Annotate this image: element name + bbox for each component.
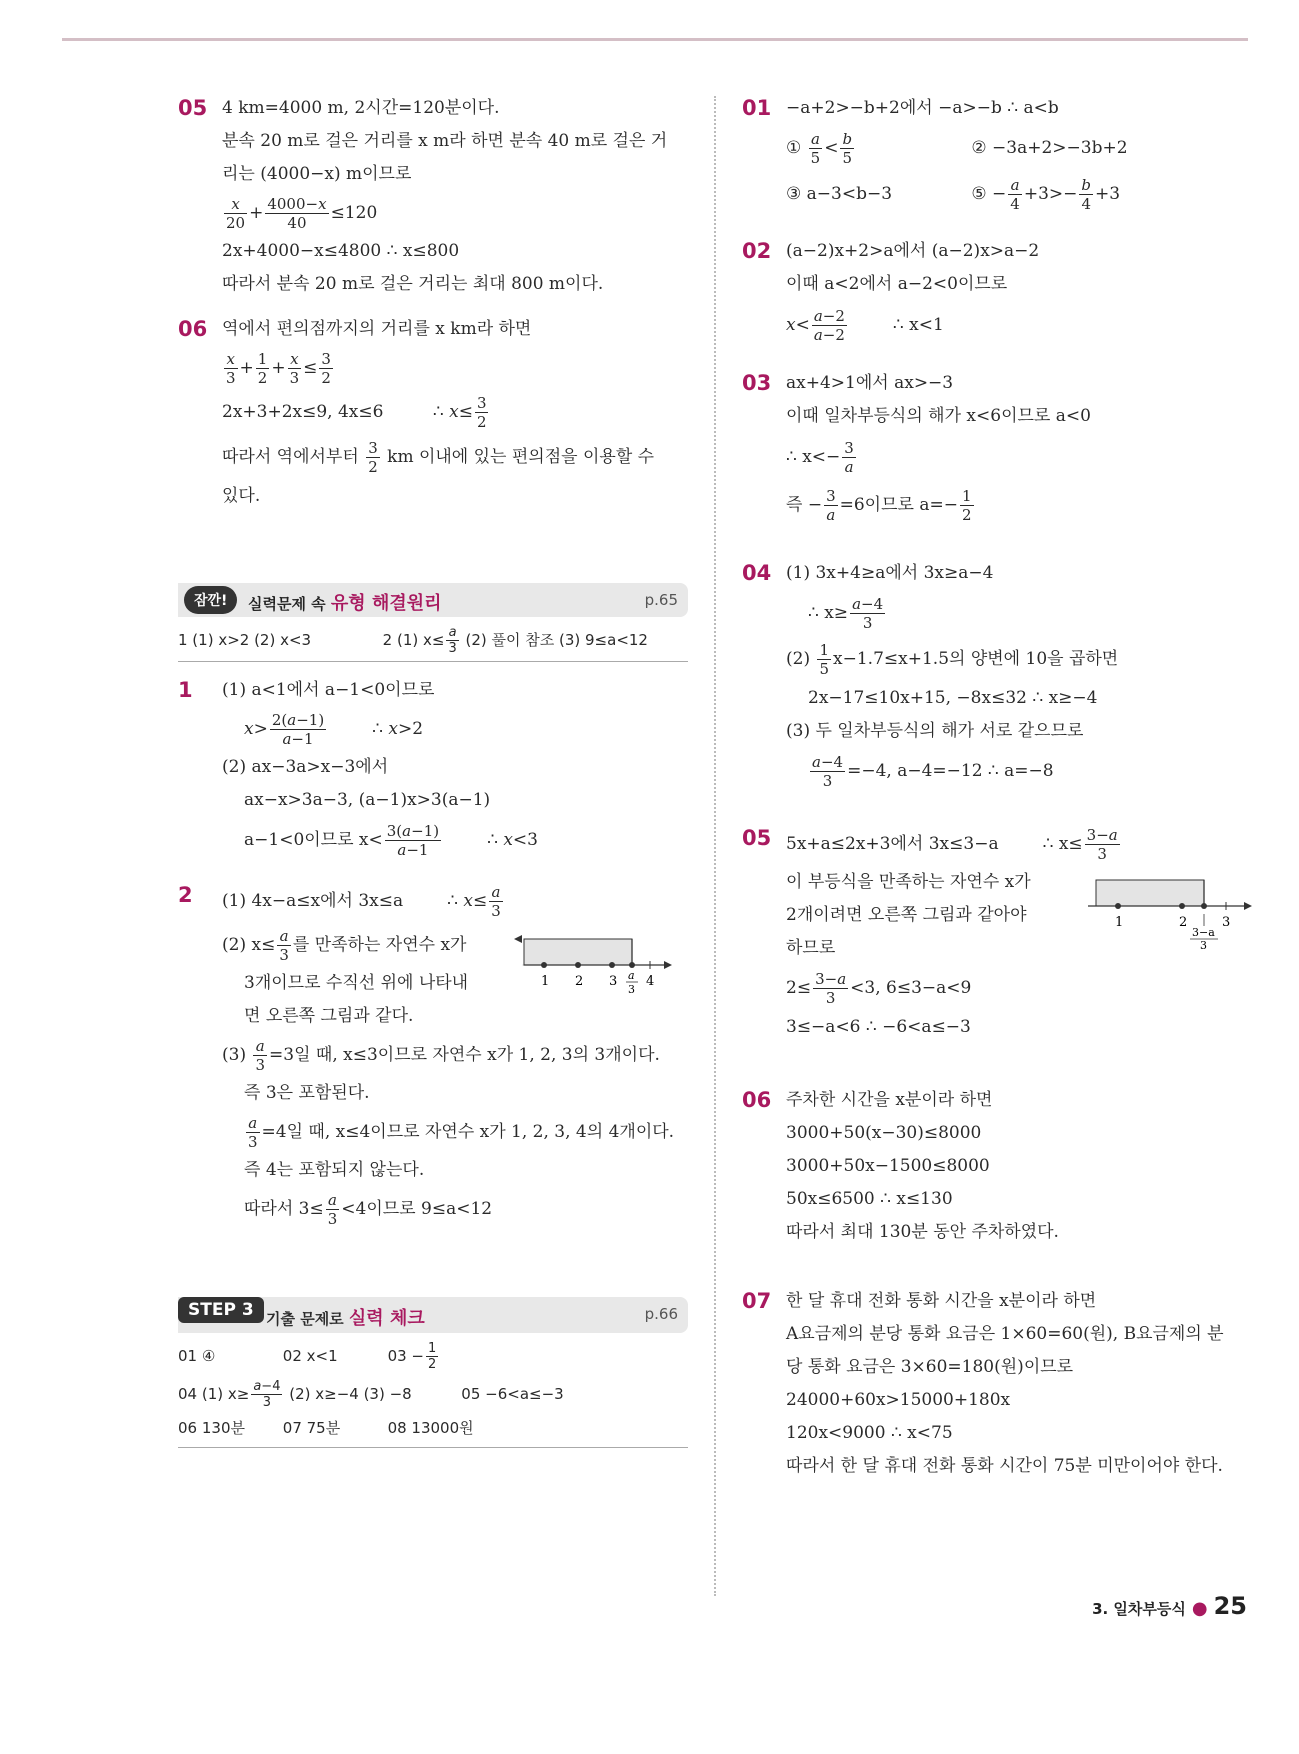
- fraction: $\frac{2(a-1)}{a-1}$: [271, 711, 325, 748]
- problem-06: [742, 1084, 1254, 1249]
- equation: $\frac{a}{3}$ =4일 때, x≤4이므로 자연수 x가 1, 2, 3, 4의 4개이다.: [248, 1114, 675, 1151]
- text-line: 즉 4는 포함되지 않는다.: [244, 1160, 425, 1180]
- bullet-dot: ●: [1191, 1598, 1208, 1619]
- problem-number: 05: [742, 826, 772, 850]
- banner-tag: 잠깐!: [184, 586, 237, 614]
- svg-text:3−a: 3−a: [1192, 926, 1215, 939]
- part-block: [786, 866, 1254, 965]
- text-line: 3000+50(x−30)≤8000: [786, 1123, 982, 1143]
- text: 2x+3+2x≤9, 4x≤6: [222, 402, 384, 422]
- question-1: [178, 674, 688, 863]
- text-line: (3) 두 일차부등식의 해가 서로 같으므로: [786, 721, 1084, 741]
- text-line: 이때 a<2에서 a−2<0이므로: [786, 274, 1008, 294]
- problem-02: [742, 235, 1254, 349]
- divider: [178, 1447, 688, 1448]
- text-line: 역에서 편의점까지의 거리를 x km라 하면: [222, 319, 532, 339]
- equation: (2) $\frac{1}{5}$ x−1.7≤x+1.5의 양변에 10을 곱하면: [786, 641, 1119, 678]
- step3-page: p.66: [644, 1305, 678, 1323]
- number-line-diagram: [514, 933, 674, 1003]
- text-line: (a−2)x+2>a에서 (a−2)x>a−2: [786, 241, 1040, 261]
- answer-row: 01 ④ 02 x<1 03 − $\frac{1}{2}$: [178, 1341, 437, 1372]
- fraction: $\frac{a}{4}$: [1010, 176, 1020, 213]
- text-line: 당 통화 요금은 3×60=180(원)이므로: [786, 1357, 1074, 1377]
- fraction: $\frac{1}{5}$: [819, 641, 830, 678]
- text-line: 리는 (4000−x) m이므로: [222, 164, 412, 184]
- fraction: $\frac{a}{3}$: [279, 927, 289, 964]
- banner-page: p.65: [644, 591, 678, 609]
- problem-number: 1: [178, 678, 193, 702]
- fraction: $\frac{a-2}{a-2}$: [813, 307, 845, 344]
- text-line: 2x+4000−x≤4800 ∴ x≤800: [222, 241, 460, 261]
- fraction: $\frac{b}{4}$: [1081, 176, 1092, 213]
- step3-banner: [178, 1297, 688, 1333]
- text-line: (1) 3x+4≥a에서 3x≥a−4: [786, 563, 994, 583]
- svg-text:2: 2: [1179, 915, 1188, 930]
- fraction: $\frac{a-4}{3}$: [812, 753, 844, 790]
- number-line-diagram: [1086, 870, 1256, 950]
- text-line: A요금제의 분당 통화 요금은 1×60=60(원), B요금제의 분: [786, 1324, 1224, 1344]
- fraction: $\frac{a}{3}$: [248, 1114, 258, 1151]
- equation: 2≤ $\frac{3-a}{3}$ <3, 6≤3−a<9: [786, 970, 972, 1007]
- equation: 즉 − $\frac{3}{a}$ =6이므로 a=− $\frac{1}{2}$: [786, 487, 972, 524]
- svg-text:3: 3: [1200, 939, 1207, 950]
- section-banner: [178, 583, 688, 617]
- text-line: 2개이려면 오른쪽 그림과 같아야: [786, 905, 1027, 925]
- problem-03: [742, 367, 1254, 529]
- divider: [178, 661, 688, 662]
- equation: (3) $\frac{a}{3}$ =3일 때, x≤3이므로 자연수 x가 1, 2, 3의 3개이다.: [222, 1037, 660, 1074]
- fraction: $\frac{a}{3}$: [448, 625, 457, 656]
- problem-number: 03: [742, 371, 772, 395]
- column-divider: [714, 96, 716, 1596]
- svg-text:3: 3: [609, 974, 618, 989]
- banner-title: 실력문제 속 유형 해결원리: [248, 593, 442, 614]
- fraction: $\frac{3}{2}$: [321, 350, 331, 387]
- svg-text:2: 2: [575, 974, 584, 989]
- equation: 따라서 3≤ $\frac{a}{3}$ <4이므로 9≤a<12: [244, 1191, 493, 1228]
- text-line: 따라서 최대 130분 동안 주차하였다.: [786, 1222, 1059, 1242]
- problem-06: [178, 313, 688, 513]
- equation: (1) 4x−a≤x에서 3x≤a ∴ x≤ $\frac{a}{3}$: [222, 883, 501, 920]
- text-line: 120x<9000 ∴ x<75: [786, 1423, 953, 1443]
- answer-row: 04 (1) x≥ $\frac{a-4}{3}$ (2) x≥−4 (3) −8 05 −6<a≤−3: [178, 1379, 564, 1410]
- text-line: ax+4>1에서 ax>−3: [786, 373, 954, 393]
- fraction: $\frac{x}{3}$: [226, 350, 236, 387]
- fraction: $\frac{a}{3}$: [327, 1191, 338, 1228]
- equation: ∴ x<− $\frac{3}{a}$: [786, 439, 854, 476]
- right-column: [742, 92, 1254, 1483]
- fraction: $\frac{1}{2}$: [428, 1341, 437, 1372]
- fraction: $\frac{a}{3}$: [255, 1037, 266, 1074]
- top-rule: [62, 38, 1248, 41]
- fraction: $\frac{x}{20}$: [226, 195, 246, 232]
- svg-text:4: 4: [646, 974, 655, 989]
- problem-number: 02: [742, 239, 772, 263]
- fraction: $\frac{a-4}{3}$: [852, 595, 884, 632]
- text-line: 있다.: [222, 486, 261, 506]
- equation: $\frac{a-4}{3}$ =−4, a−4=−12 ∴ a=−8: [812, 753, 1054, 790]
- text-line: 따라서 분속 20 m로 걸은 거리는 최대 800 m이다.: [222, 274, 604, 294]
- text-line: 주차한 시간을 x분이라 하면: [786, 1090, 993, 1110]
- svg-text:1: 1: [541, 974, 550, 989]
- step3-tag: STEP 3: [178, 1297, 264, 1323]
- text-line: [222, 434, 688, 480]
- problem-number: 07: [742, 1289, 772, 1313]
- problem-05: [178, 92, 688, 301]
- step3-title: 기출 문제로 실력 체크: [266, 1308, 425, 1329]
- options: ① $\frac{a}{5}$ < $\frac{b}{5}$ ② −3a+2>−3b+2: [786, 130, 1128, 167]
- page-number: 25: [1213, 1592, 1247, 1620]
- fraction: $\frac{x}{3}$: [289, 350, 300, 387]
- equation: (2) x≤ $\frac{a}{3}$ 를 만족하는 자연수 x가: [222, 927, 467, 964]
- equation: $\frac{x}{20}$ + $\frac{4000-x}{40}$ ≤120: [226, 195, 378, 232]
- text-line: 분속 20 m로 걸은 거리를 x m라 하면 분속 40 m로 걸은 거: [222, 131, 668, 151]
- text: 따라서 역에서부터: [222, 447, 359, 467]
- fraction: $\frac{b}{5}$: [842, 130, 853, 167]
- problem-number: 06: [742, 1088, 772, 1112]
- text-line: 24000+60x>15000+180x: [786, 1390, 1011, 1410]
- text-line: −a+2>−b+2에서 −a>−b ∴ a<b: [786, 98, 1059, 118]
- equation: 5x+a≤2x+3에서 3x≤3−a ∴ x≤ $\frac{3-a}{3}$: [786, 826, 1118, 863]
- text-line: 3≤−a<6 ∴ −6<a≤−3: [786, 1017, 971, 1037]
- left-column: [178, 92, 688, 1448]
- svg-text:a: a: [628, 969, 635, 982]
- text-line: 하므로: [786, 938, 836, 958]
- text-line: (1) a<1에서 a−1<0이므로: [222, 680, 435, 700]
- chapter-label: 3. 일차부등식: [1092, 1600, 1186, 1618]
- fraction: $\frac{1}{2}$: [961, 487, 972, 524]
- equation: ∴ x≥ $\frac{a-4}{3}$: [808, 595, 884, 632]
- fraction: $\frac{3}{a}$: [844, 439, 854, 476]
- equation: x< $\frac{a-2}{a-2}$ ∴ x<1: [786, 307, 944, 344]
- problem-number: 05: [178, 96, 208, 120]
- svg-text:3: 3: [628, 983, 635, 996]
- fraction: $\frac{4000-x}{40}$: [267, 195, 327, 232]
- part-2-block: [222, 923, 688, 1033]
- answer-row: 06 130분 07 75분 08 13000원: [178, 1419, 474, 1437]
- text-line: 이때 일차부등식의 해가 x<6이므로 a<0: [786, 406, 1091, 426]
- fraction: $\frac{3(a-1)}{a-1}$: [386, 822, 440, 859]
- fraction: $\frac{3}{a}$: [826, 487, 836, 524]
- problem-number: 06: [178, 317, 208, 341]
- text-line: ax−x>3a−3, (a−1)x>3(a−1): [244, 790, 491, 810]
- fraction: $\frac{a}{3}$: [491, 883, 501, 920]
- problem-05: [742, 822, 1254, 1044]
- equation: x> $\frac{2(a-1)}{a-1}$ ∴ x>2: [244, 711, 424, 748]
- fraction: $\frac{1}{2}$: [257, 350, 268, 387]
- fraction: $\frac{3-a}{3}$: [815, 970, 847, 1007]
- question-2: [178, 879, 688, 1231]
- text-line: 3000+50x−1500≤8000: [786, 1156, 990, 1176]
- problem-number: 04: [742, 561, 772, 585]
- problem-04: [742, 557, 1254, 794]
- page-footer: [1092, 1592, 1247, 1620]
- text-line: 2x−17≤10x+15, −8x≤32 ∴ x≥−4: [808, 688, 1098, 708]
- fraction: $\frac{a-4}{3}$: [253, 1379, 281, 1410]
- fraction: $\frac{a}{5}$: [810, 130, 821, 167]
- text-line: 한 달 휴대 전화 통화 시간을 x분이라 하면: [786, 1291, 1097, 1311]
- fraction: $\frac{3-a}{3}$: [1086, 826, 1118, 863]
- equation: 2x+3+2x≤9, 4x≤6 ∴ x≤ $\frac{3}{2}$: [222, 394, 487, 431]
- text: km 이내에 있는 편의점을 이용할 수: [387, 447, 655, 467]
- problem-07: [742, 1285, 1254, 1483]
- text-line: 4 km=4000 m, 2시간=120분이다.: [222, 98, 500, 118]
- equation: $\frac{x}{3}$ + $\frac{1}{2}$ + $\frac{x}{3}$ ≤ $\frac{3}{2}$: [226, 350, 331, 387]
- text-line: 따라서 한 달 휴대 전화 통화 시간이 75분 미만이어야 한다.: [786, 1456, 1223, 1476]
- problem-number: 01: [742, 96, 772, 120]
- text-line: 면 오른쪽 그림과 같다.: [244, 1006, 414, 1026]
- text-line: (2) ax−3a>x−3에서: [222, 757, 389, 777]
- problem-01: [742, 92, 1254, 217]
- svg-text:3: 3: [1222, 915, 1231, 930]
- text-line: 이 부등식을 만족하는 자연수 x가: [786, 872, 1031, 892]
- equation: a−1<0이므로 x< $\frac{3(a-1)}{a-1}$ ∴ x<3: [244, 822, 538, 859]
- text-line: 즉 3은 포함된다.: [244, 1083, 370, 1103]
- text-line: 3개이므로 수직선 위에 나타내: [244, 973, 469, 993]
- answer-row: 1 (1) x>2 (2) x<3 2 (1) x≤ $\frac{a}{3}$ (2) 풀이 참조 (3) 9≤a<12: [178, 625, 648, 656]
- text-line: 50x≤6500 ∴ x≤130: [786, 1189, 953, 1209]
- svg-text:1: 1: [1115, 915, 1124, 930]
- options: ③ a−3<b−3 ⑤ − $\frac{a}{4}$ +3>− $\frac{b}{4}$ +3: [786, 176, 1121, 213]
- fraction: $\frac{3}{2}$: [368, 439, 378, 476]
- problem-number: 2: [178, 883, 193, 907]
- fraction: $\frac{3}{2}$: [476, 394, 487, 431]
